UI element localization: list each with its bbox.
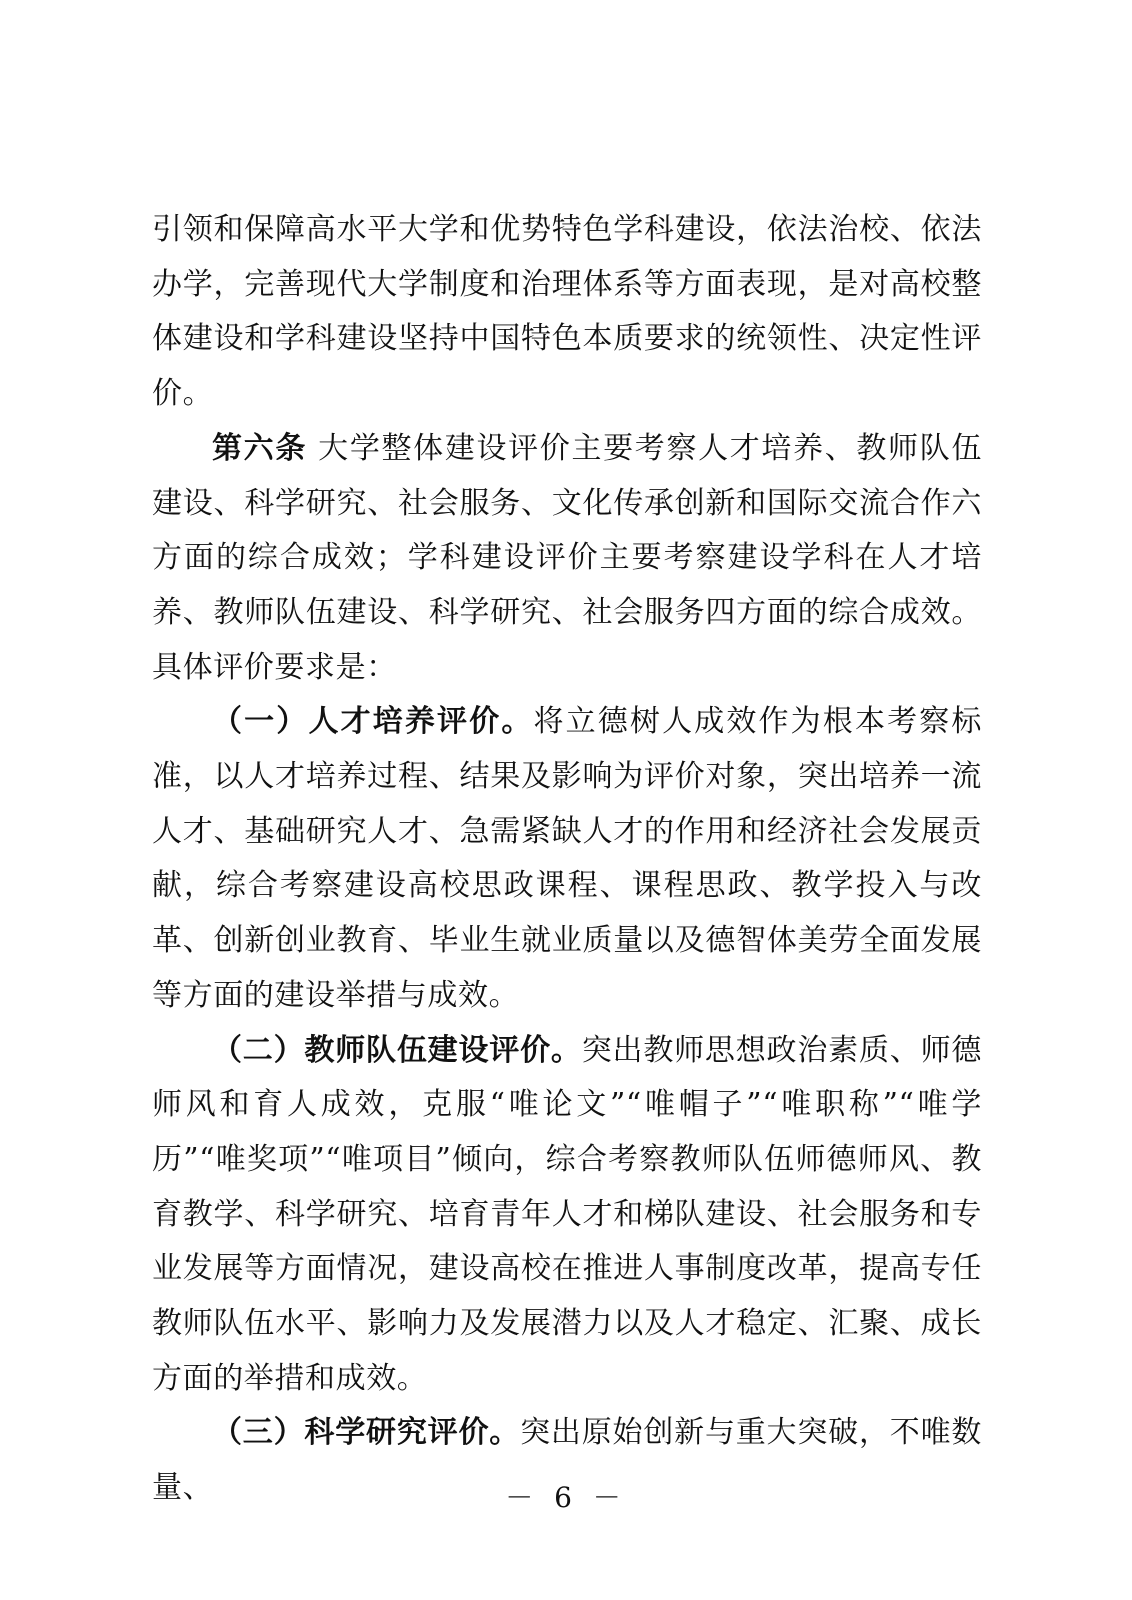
paragraph-continuation	[152, 203, 982, 422]
section-heading: （一）人才培养评价。	[212, 704, 534, 740]
paragraph-article-six	[152, 422, 982, 696]
paragraph-text: 大学整体建设评价主要考察人才培养、教师队伍建设、科学研究、社会服务、文化传承创新和国际交流合作六方面的综合成效；学科建设评价主要考察建设学科在人才培养、教师队伍建设、科学研究、社会服务四方面的综合成效。具体评价要求是：	[152, 430, 982, 685]
paragraph-text: 突出教师思想政治素质、师德师风和育人成效，克服“唯论文”“唯帽子”“唯职称”“唯学历”“唯奖项”“唯项目”倾向，综合考察教师队伍师德师风、教育教学、科学研究、培育青年人才和梯队建设、社会服务和专业发展等方面情况，建设高校在推进人事制度改革，提高专任教师队伍水平、影响力及发展潜力以及人才稳定、汇聚、成长方面的举措和成效。	[152, 1032, 982, 1396]
article-heading: 第六条	[212, 430, 307, 466]
paragraph-text: 引领和保障高水平大学和优势特色学科建设，依法治校、依法办学，完善现代大学制度和治理体系等方面表现，是对高校整体建设和学科建设坚持中国特色本质要求的统领性、决定性评价。	[152, 212, 982, 412]
paragraph-text: 突出原始创新与重大突破，不唯数量、	[152, 1415, 983, 1506]
paragraph-text: 将立德树人成效作为根本考察标准，以人才培养过程、结果及影响为评价对象，突出培养一流人才、基础研究人才、急需紧缺人才的作用和经济社会发展贡献，综合考察建设高校思政课程、课程思政、教学投入与改革、创新创业教育、毕业生就业质量以及德智体美劳全面发展等方面的建设举措与成效。	[152, 704, 983, 1013]
page-number: － 6 －	[505, 1481, 627, 1514]
section-heading: （二）教师队伍建设评价。	[212, 1032, 582, 1068]
section-heading: （三）科学研究评价。	[212, 1415, 521, 1451]
paragraph-talent-training	[152, 695, 982, 1023]
document-body	[152, 203, 982, 1516]
paragraph-teacher-team	[152, 1024, 982, 1407]
